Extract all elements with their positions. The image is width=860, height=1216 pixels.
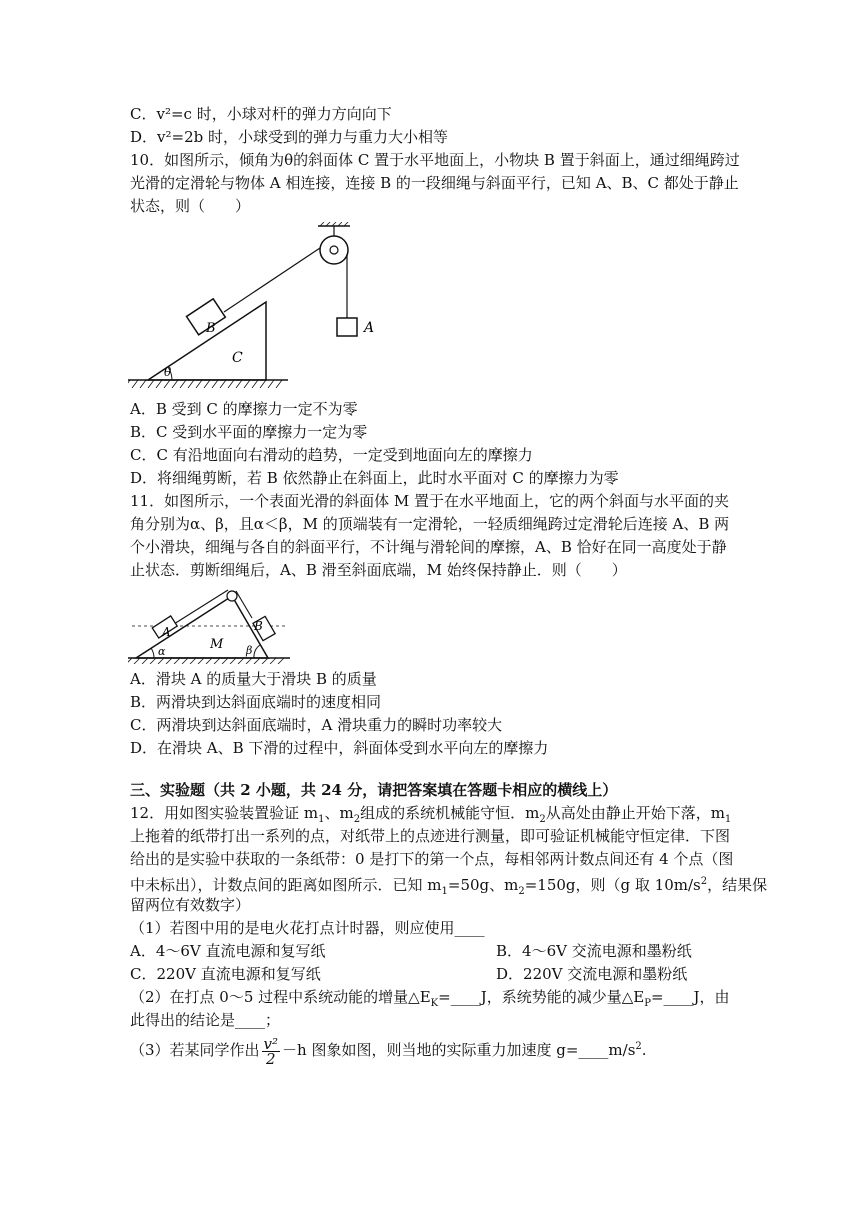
- q10-label-theta: θ: [164, 365, 172, 379]
- q11-label-beta: β: [246, 644, 253, 657]
- q12-stem-line-1: 12．用如图实验装置验证 $m_1$、$m_2$组成的系统机械能守恒．$m_2$从高处由静止开始下落，$m_1$: [130, 804, 732, 825]
- q11-label-m: M: [210, 637, 224, 652]
- q11-label-alpha: α: [158, 645, 166, 658]
- q10-option-a: A．B 受到 C 的摩擦力一定不为零: [130, 400, 358, 418]
- q9-option-d: D．v²=2b 时，小球受到的弹力与重力大小相等: [130, 128, 448, 146]
- q12-stem-line-2: 上拖着的纸带打出一系列的点，对纸带上的点迹进行测量，即可验证机械能守恒定律．下图: [130, 827, 731, 845]
- q12-stem-line-3: 给出的是实验中获取的一条纸带：0 是打下的第一个点，每相邻两计数点间还有 4 个点（图: [130, 850, 734, 868]
- q11-stem-line-3: 个小滑块，细绳与各自的斜面平行，不计绳与滑轮间的摩擦，A、B 恰好在同一高度处于静: [130, 538, 727, 556]
- q11-stem-line-1: 11．如图所示，一个表面光滑的斜面体 M 置于在水平地面上，它的两个斜面与水平面的夹: [130, 492, 729, 510]
- q11-option-a: A．滑块 A 的质量大于滑块 B 的质量: [130, 670, 377, 688]
- q12-option-b: B．4～6V 交流电源和墨粉纸: [496, 942, 692, 960]
- q12-part-2-line-2: 此得出的结论是____；: [130, 1011, 281, 1029]
- q12-option-d: D．220V 交流电源和墨粉纸: [496, 965, 688, 983]
- q12-part-3: （3）若某同学作出 $\frac{\text{v²}}{2}$ －h 图象如图，则当地的实际重力加速度 $g=\_\_\_\_m/s^2$.: [130, 1034, 647, 1068]
- q11-label-b: B: [254, 619, 263, 633]
- q11-stem-line-2: 角分别为α、β，且α＜β，M 的顶端装有一定滑轮，一轻质细绳跨过定滑轮后连接 A、B 两: [130, 515, 730, 533]
- q10-stem-line-1: 10．如图所示，倾角为θ的斜面体 C 置于水平地面上，小物块 B 置于斜面上，通过细绳跨过: [130, 151, 740, 169]
- q11-option-b: B．两滑块到达斜面底端时的速度相同: [130, 693, 382, 711]
- q12-option-c: C．220V 直流电源和复写纸: [130, 965, 321, 983]
- q10-option-b: B．C 受到水平面的摩擦力一定为零: [130, 423, 368, 441]
- q10-option-d: D．将细绳剪断，若 B 依然静止在斜面上，此时水平面对 C 的摩擦力为零: [130, 469, 619, 487]
- q12-stem-line-5: 留两位有效数字）: [130, 896, 251, 914]
- v-squared-over-2-fraction: $\frac{\text{v²}}{2}$: [263, 1034, 279, 1068]
- q10-label-a: A: [364, 320, 375, 336]
- q10-incline-pulley-figure: [128, 222, 388, 394]
- q12-stem-line-4: 中未标出），计数点间的距离如图所示．已知 $m_1=50g$、$m_2=150g$，则（g 取 $10m/s^2$，结果保: [130, 876, 768, 897]
- q12-part-2-line-1: （2）在打点 0～5 过程中系统动能的增量$\triangle E_K=\_\_\_\_J$，系统势能的减少量$\triangle E_P=\_\_\_\_J$，由: [130, 988, 730, 1009]
- q10-stem-line-3: 状态，则（ ）: [130, 197, 251, 215]
- q12-options-row-1: [130, 940, 770, 962]
- q12-options-row-2: [130, 963, 770, 985]
- q9-option-c: C．v²=c 时，小球对杆的弹力方向向下: [130, 105, 392, 123]
- q10-option-c: C．C 有沿地面向右滑动的趋势，一定受到地面向左的摩擦力: [130, 446, 533, 464]
- q11-option-d: D．在滑块 A、B 下滑的过程中，斜面体受到水平向左的摩擦力: [130, 739, 549, 757]
- q11-option-c: C．两滑块到达斜面底端时，A 滑块重力的瞬时功率较大: [130, 716, 503, 734]
- section-3-title: 三、实验题（共 2 小题，共 24 分，请把答案填在答题卡相应的横线上）: [130, 781, 618, 799]
- q11-stem-line-4: 止状态．剪断细绳后，A、B 滑至斜面底端，M 始终保持静止．则（ ）: [130, 561, 627, 579]
- q12-option-a: A．4～6V 直流电源和复写纸: [130, 942, 326, 960]
- q10-stem-line-2: 光滑的定滑轮与物体 A 相连接，连接 B 的一段细绳与斜面平行，已知 A、B、C 都处于静止: [130, 174, 739, 192]
- q12-part-1: （1）若图中用的是电火花打点计时器，则应使用____: [130, 919, 485, 937]
- q10-label-b: B: [206, 321, 216, 336]
- q10-label-c: C: [232, 350, 243, 366]
- q11-label-a: A: [162, 625, 171, 639]
- q11-double-incline-figure: [128, 582, 298, 664]
